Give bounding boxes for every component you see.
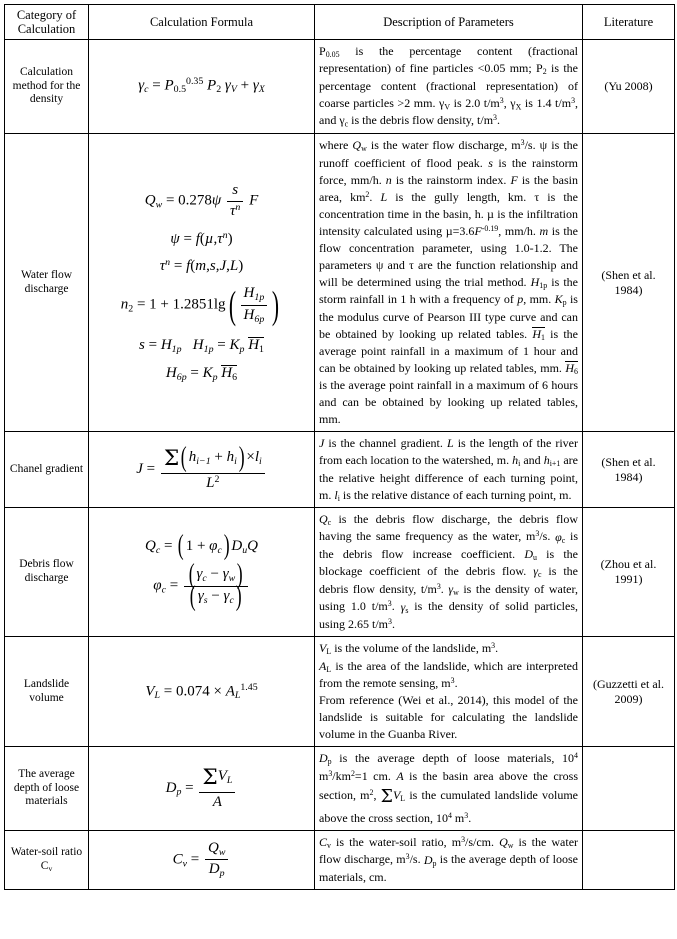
cell-category: Chanel gradient — [5, 432, 89, 508]
table-row — [5, 747, 675, 831]
table-row — [5, 508, 675, 637]
cell-literature: (Shen et al. 1984) — [583, 432, 675, 508]
cell-literature — [583, 830, 675, 889]
cell-parameters: $P_{0.05}$ is the percentage content (fractional representation) of fine particles <0.05 mm; $P_2$ is the percentage content (fractional representation) of coarse particles >2 mm. $\gamma_V$ is 2.0 $t/m^3$, $\gamma_X$ is 1.4 $t/m^3$, and $\gamma_c$ is the debris flow density, $t/m^3$. — [315, 40, 583, 134]
cell-category: Water-soil ratio Cv — [5, 830, 89, 889]
cell-parameters: J is the channel gradient. L is the length of the river from each location to the watershed, m. $h_i$ and $h_{i+1}$ are the relative height difference of each turning point, m. $l_i$ is the relative distance of each turning point, m. — [315, 432, 583, 508]
cell-parameters: where $Q_w$ is the water flow discharge, $m^3/s$. ψ is the runoff coefficient of flood peak. s is the rainstorm force, mm/h. n is the rainstorm index. F is the basin area, $km^2$. L is the gully length, km. τ is the concentration time in the basin, h. µ is the infiltration intensity calculated using $\mu=3.6F^{-0.19}$, mm/h. m is the flow concentration parameter, using 1.0-1.2. The parameters ψ and τ are the function relationship and will be determined using the trial method. $H_{1p}$ is the storm rainfall in 1 h with a frequency of p, mm. $K_p$ is the modulus curve of Pearson III type curve and can be obtained by looking up related tables. $H_1$ is the average point rainfall in a maximum of 1 hour and can be obtained by looking up related tables, mm. $H_6$ is the average point rainfall in a maximum of 6 hours and can be obtained by looking up related tables, mm. — [315, 134, 583, 432]
cell-category: Landslide volume — [5, 637, 89, 747]
cell-literature: (Yu 2008) — [583, 40, 675, 134]
cell-category-subscript: v — [48, 864, 53, 874]
calculation-methods-table — [4, 4, 675, 890]
cell-category: Water flow discharge — [5, 134, 89, 432]
cell-formula: $Q_c$ = ( $1 + \varphi_c$) $D_uQ$ $\varphi_c$ = $\frac{( \gamma_c - \gamma_w)}{( \gamma_s - \gamma_c)}$ — [89, 508, 315, 637]
table-row — [5, 40, 675, 134]
cell-parameters: $V_L$ is the volume of the landslide, $m^3$. $A_L$ is the area of the landslide, which are interpreted from the remote sensing, $m^3$. From reference (Wei et al., 2014), this model of the landslide is suitable for calculating the landslide volume in the Guanba River. — [315, 637, 583, 747]
table-row — [5, 830, 675, 889]
cell-parameters: $C_v$ is the water-soil ratio, $m^3/s/cm$. $Q_w$ is the water flow discharge, $m^3/s$. $D_p$ is the average depth of loose materials, cm. — [315, 830, 583, 889]
cell-parameters: $D_p$ is the average depth of loose materials, $10^4$ $m^3/km^2=1$ cm. A is the basin area above the cross section, $m^2$, $\Sigma V_L$ is the cumulated landslide volume above the cross section, $10^4$ $m^3$. — [315, 747, 583, 831]
cell-parameters: $Q_c$ is the debris flow discharge, the debris flow having the same frequency as the water, $m^3/s$. $\varphi_c$ is the debris flow increase coefficient. $D_u$ is the blockage coefficient of the debris flow. $\gamma_c$ is the debris flow density, $t/m^3$. $\gamma_w$ is the density of water, using 1.0 $t/m^3$. $\gamma_s$ is the density of solid particles, using 2.65 $t/m^3$. — [315, 508, 583, 637]
cell-formula: J = $\frac{\Sigma( h_{i-1} + h_i) \times l_i}{L^2}$ — [89, 432, 315, 508]
cell-formula: $V_L = 0.074 \times A_L^{1.45}$ — [89, 637, 315, 747]
cell-literature: (Guzzetti et al. 2009) — [583, 637, 675, 747]
table-header-row — [5, 5, 675, 40]
header-parameters: Description of Parameters — [315, 5, 583, 40]
header-literature: Literature — [583, 5, 675, 40]
cell-literature — [583, 747, 675, 831]
cell-category: Calculation method for the density — [5, 40, 89, 134]
header-category: Category of Calculation — [5, 5, 89, 40]
cell-formula: $\gamma_c = P0.5^{0.35}$ P2 $\gamma_V + \gamma_X$ — [89, 40, 315, 134]
cell-literature: (Shen et al. 1984) — [583, 134, 675, 432]
table-row — [5, 432, 675, 508]
table-body — [5, 40, 675, 890]
table-row — [5, 637, 675, 747]
cell-category: Debris flow discharge — [5, 508, 89, 637]
cell-formula: $Q_w = 0.278\psi$ $\frac{s}{\tau^n}$ F $\psi = f(\mu,\tau^n)$ $\tau^n = f(m,s,J,L)$ n2 = 1 + 1.2851lg( $\frac{H_{1p}}{H_{6p}}$ ) $s = H_{1p}$ $H_{1p} = K_p$ H1 $H_{6p} = K_p$ H6 — [89, 134, 315, 432]
cell-category: The average depth of loose materials — [5, 747, 89, 831]
cell-formula: $C_v$ = $\frac{Q_w}{D_p}$ — [89, 830, 315, 889]
cell-formula: $D_p$ = $\frac{\Sigma V_L}{A}$ — [89, 747, 315, 831]
cell-literature: (Zhou et al. 1991) — [583, 508, 675, 637]
table-row — [5, 134, 675, 432]
table-header — [5, 5, 675, 40]
header-formula: Calculation Formula — [89, 5, 315, 40]
